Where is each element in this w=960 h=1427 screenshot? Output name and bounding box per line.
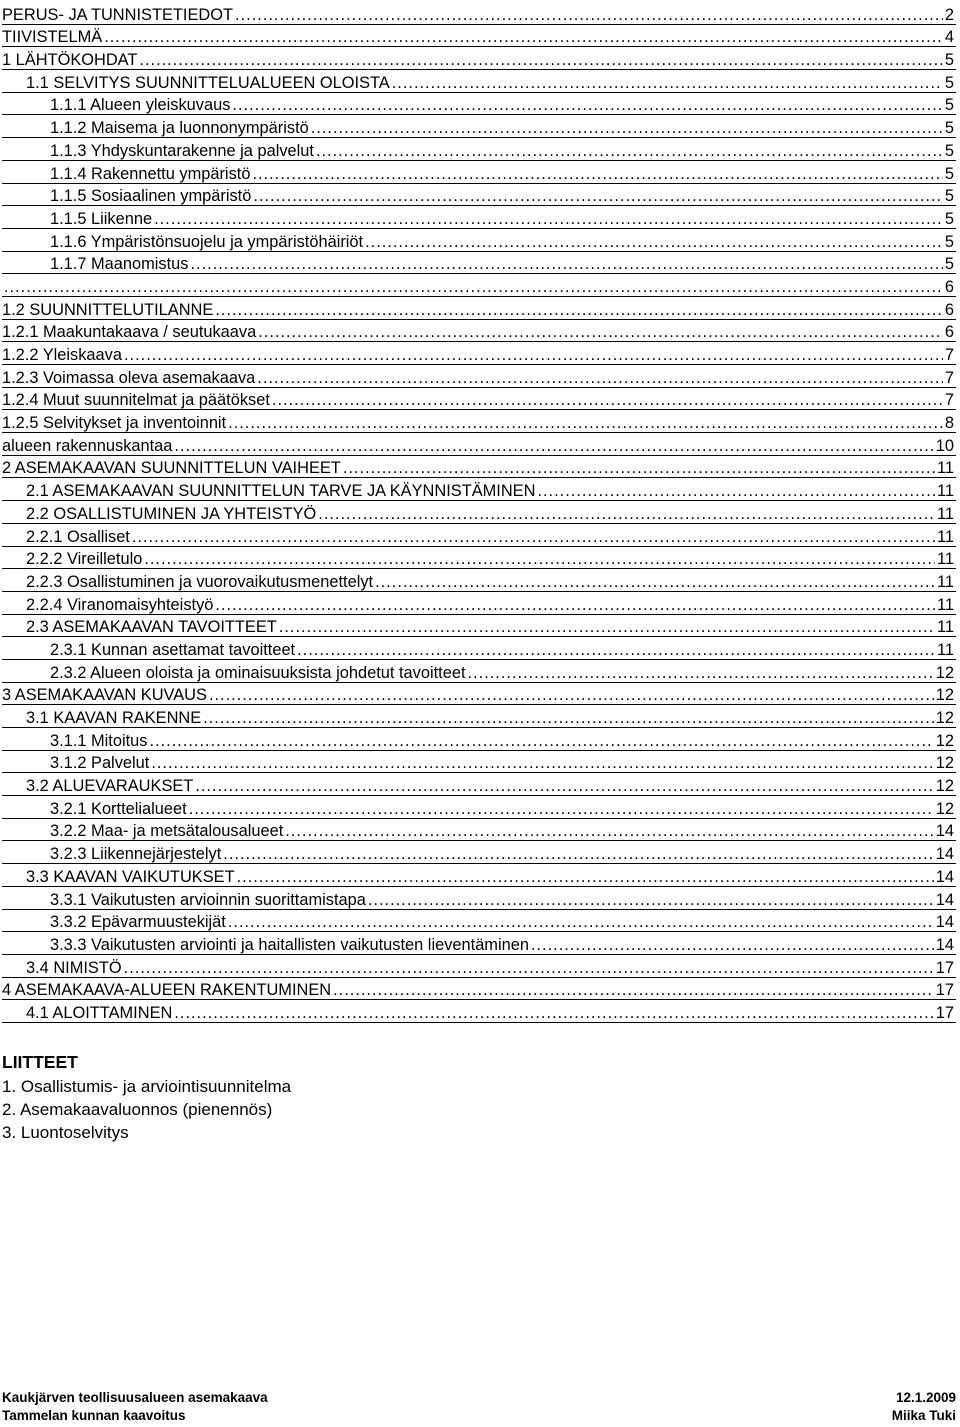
- toc-entry-title: 1.1.2 Maisema ja luonnonympäristö: [50, 119, 309, 138]
- toc-dot-leader: [316, 142, 943, 160]
- toc-dot-leader: [124, 959, 934, 977]
- toc-entry[interactable]: [2, 342, 956, 365]
- toc-entry[interactable]: [2, 637, 956, 660]
- toc-entry-page: 11: [936, 459, 954, 478]
- toc-dot-leader: [272, 391, 943, 409]
- toc-dot-leader: [203, 709, 934, 727]
- toc-dot-leader: [174, 1004, 933, 1022]
- toc-dot-leader: [228, 913, 934, 931]
- toc-entry[interactable]: [2, 70, 956, 93]
- toc-entry-page: 5: [944, 164, 954, 183]
- toc-entry-title: 2.3.1 Kunnan asettamat tavoitteet: [50, 640, 296, 659]
- page-footer: [2, 1389, 956, 1425]
- toc-entry-page: 14: [935, 890, 954, 909]
- toc-entry[interactable]: [2, 25, 956, 48]
- toc-entry-title: 1.2.1 Maakuntakaava / seutukaava: [2, 323, 257, 342]
- toc-entry-title: 3.3.1 Vaikutusten arvioinnin suorittamistapa: [50, 890, 366, 909]
- toc-entry-title: 2.3 ASEMAKAAVAN TAVOITTEET: [26, 618, 277, 637]
- toc-entry[interactable]: [2, 1000, 956, 1023]
- toc-dot-leader: [104, 28, 943, 46]
- toc-entry[interactable]: [2, 955, 956, 978]
- toc-entry-page: 6: [944, 323, 954, 342]
- toc-entry-page: 7: [944, 391, 954, 410]
- toc-entry-page: 14: [935, 867, 954, 886]
- toc-entry[interactable]: [2, 501, 956, 524]
- toc-entry-page: 4: [944, 28, 954, 47]
- toc-entry[interactable]: [2, 2, 956, 25]
- toc-entry-title: 1.2.4 Muut suunnitelmat ja päätökset: [2, 391, 270, 410]
- toc-dot-leader: [151, 754, 933, 772]
- toc-entry-page: 14: [935, 845, 954, 864]
- toc-dot-leader: [139, 51, 942, 69]
- toc-entry-title: 3.1.1 Mitoitus: [50, 731, 148, 750]
- toc-entry[interactable]: [2, 615, 956, 638]
- toc-entry-page: 12: [935, 754, 954, 773]
- toc-entry[interactable]: [2, 819, 956, 842]
- table-of-contents: [2, 2, 956, 1023]
- toc-entry[interactable]: [2, 660, 956, 683]
- toc-entry-page: 11: [936, 618, 954, 637]
- toc-dot-leader: [189, 800, 934, 818]
- toc-entry[interactable]: [2, 115, 956, 138]
- toc-dot-leader: [285, 822, 934, 840]
- toc-dot-leader: [537, 482, 935, 500]
- toc-entry[interactable]: [2, 320, 956, 343]
- toc-dot-leader: [531, 936, 934, 954]
- toc-entry-title: 3.3 KAAVAN VAIKUTUKSET: [26, 867, 235, 886]
- toc-dot-leader: [144, 550, 935, 568]
- toc-entry-title: 1.1.6 Ympäristönsuojelu ja ympäristöhäiriöt: [50, 232, 364, 251]
- toc-entry-page: 7: [944, 346, 954, 364]
- toc-dot-leader: [468, 664, 934, 682]
- attachments-section: [2, 1051, 291, 1144]
- toc-entry-page: 12: [935, 709, 954, 727]
- toc-entry[interactable]: [2, 229, 956, 252]
- toc-entry[interactable]: [2, 161, 956, 184]
- toc-entry-title: 2.3.2 Alueen oloista ja ominaisuuksista johdetut tavoitteet: [50, 663, 466, 682]
- toc-entry-page: 14: [935, 913, 954, 932]
- toc-entry-title: 1.1.1 Alueen yleiskuvaus: [50, 96, 231, 115]
- toc-entry-title: 2 ASEMAKAAVAN SUUNNITTELUN VAIHEET: [2, 459, 341, 478]
- toc-entry[interactable]: [2, 206, 956, 229]
- toc-entry-page: 11: [936, 640, 954, 659]
- attachment-item: 1. Osallistumis- ja arviointisuunnitelma: [2, 1077, 292, 1096]
- toc-entry[interactable]: [2, 773, 956, 796]
- toc-entry-page: 11: [936, 572, 954, 591]
- toc-entry[interactable]: [2, 365, 956, 388]
- toc-entry-page: 12: [935, 777, 954, 796]
- toc-entry-title: 1 LÄHTÖKOHDAT: [2, 51, 138, 70]
- toc-dot-leader: [333, 981, 934, 999]
- toc-entry[interactable]: [2, 138, 956, 161]
- toc-entry-title: alueen rakennuskantaa: [2, 436, 173, 455]
- toc-entry-title: 1.1.5 Liikenne: [50, 209, 153, 228]
- toc-entry[interactable]: [2, 297, 956, 320]
- toc-entry-title: PERUS- JA TUNNISTETIEDOT: [2, 5, 234, 24]
- toc-entry-page: 5: [944, 209, 954, 228]
- toc-entry-page: 12: [935, 663, 954, 682]
- toc-entry-page: 17: [935, 958, 954, 977]
- toc-entry-page: 10: [935, 436, 954, 455]
- toc-entry-title: 1.1 SELVITYS SUUNNITTELUALUEEN OLOISTA: [26, 73, 390, 92]
- toc-dot-leader: [343, 459, 935, 477]
- toc-entry-title: 1.1.3 Yhdyskuntarakenne ja palvelut: [50, 141, 314, 160]
- attachments-heading: LIITTEET: [2, 1052, 78, 1072]
- toc-entry[interactable]: [2, 93, 956, 116]
- toc-entry[interactable]: [2, 252, 956, 275]
- toc-entry[interactable]: [2, 841, 956, 864]
- toc-dot-leader: [4, 278, 943, 296]
- toc-entry-page: 5: [944, 187, 954, 206]
- toc-entry[interactable]: [2, 456, 956, 479]
- toc-entry-page: 7: [944, 368, 954, 387]
- toc-dot-leader: [311, 119, 943, 137]
- attachment-item: 3. Luontoselvitys: [2, 1123, 129, 1142]
- attachment-item: 2. Asemakaavaluonnos (pienennös): [2, 1100, 273, 1119]
- toc-entry[interactable]: [2, 751, 956, 774]
- toc-entry-title: 2.1 ASEMAKAAVAN SUUNNITTELUN TARVE JA KÄYNNISTÄMINEN: [26, 482, 536, 501]
- toc-entry-title: 2.2.1 Osalliset: [26, 527, 130, 546]
- toc-entry-title: 2.2.3 Osallistuminen ja vuorovaikutusmenettelyt: [26, 572, 374, 591]
- toc-dot-leader: [232, 96, 942, 114]
- toc-entry-title: 3.2 ALUEVARAUKSET: [26, 777, 194, 796]
- toc-entry-title: 3 ASEMAKAAVAN KUVAUS: [2, 686, 207, 705]
- toc-entry-page: 14: [935, 935, 954, 954]
- toc-entry-page: 5: [944, 232, 954, 251]
- toc-entry-page: 6: [944, 277, 954, 296]
- toc-entry[interactable]: [2, 887, 956, 910]
- toc-dot-leader: [190, 255, 942, 273]
- toc-dot-leader: [209, 686, 934, 704]
- toc-dot-leader: [174, 437, 933, 455]
- toc-entry-page: 5: [944, 255, 954, 274]
- toc-entry-page: 8: [944, 414, 954, 433]
- toc-dot-leader: [154, 210, 943, 228]
- toc-dot-leader: [257, 369, 943, 387]
- toc-dot-leader: [375, 573, 935, 591]
- toc-entry[interactable]: [2, 910, 956, 933]
- toc-entry-title: 2.2.2 Vireilletulo: [26, 550, 143, 569]
- toc-entry[interactable]: [2, 184, 956, 207]
- toc-entry[interactable]: [2, 796, 956, 819]
- toc-dot-leader: [132, 528, 935, 546]
- footer-organization: Tammelan kunnan kaavoitus: [2, 1408, 186, 1423]
- toc-entry-title: 3.2.2 Maa- ja metsätalousalueet: [50, 822, 284, 841]
- toc-entry-title: 3.4 NIMISTÖ: [26, 958, 122, 977]
- toc-entry-page: 17: [935, 1003, 954, 1022]
- toc-entry-page: 17: [935, 981, 954, 1000]
- toc-entry[interactable]: [2, 683, 956, 706]
- toc-dot-leader: [368, 891, 934, 909]
- toc-dot-leader: [297, 641, 935, 659]
- toc-entry[interactable]: [2, 524, 956, 547]
- toc-entry-page: 11: [936, 550, 954, 569]
- toc-dot-leader: [392, 74, 943, 92]
- toc-dot-leader: [279, 618, 935, 636]
- toc-entry-title: 1.1.4 Rakennettu ympäristö: [50, 164, 251, 183]
- toc-entry[interactable]: [2, 932, 956, 955]
- toc-entry[interactable]: [2, 864, 956, 887]
- toc-entry-page: 11: [936, 504, 954, 523]
- toc-entry-title: 4.1 ALOITTAMINEN: [26, 1003, 173, 1022]
- toc-dot-leader: [149, 732, 933, 750]
- toc-entry-title: 1.2.5 Selvitykset ja inventoinnit: [2, 414, 227, 433]
- toc-entry-page: 14: [935, 822, 954, 841]
- toc-dot-leader: [215, 301, 943, 319]
- toc-dot-leader: [252, 165, 942, 183]
- toc-entry[interactable]: [2, 728, 956, 751]
- toc-entry[interactable]: [2, 274, 956, 297]
- toc-entry[interactable]: [2, 592, 956, 615]
- toc-entry[interactable]: [2, 433, 956, 456]
- toc-entry-page: 5: [944, 141, 954, 160]
- toc-dot-leader: [195, 777, 933, 795]
- toc-entry[interactable]: [2, 978, 956, 1001]
- footer-document-title: Kaukjärven teollisuusalueen asemakaava: [2, 1390, 268, 1405]
- toc-dot-leader: [223, 845, 933, 863]
- toc-dot-leader: [258, 323, 943, 341]
- toc-entry-title: 2.2 OSALLISTUMINEN JA YHTEISTYÖ: [26, 504, 317, 523]
- footer-date: 12.1.2009: [895, 1390, 956, 1405]
- toc-dot-leader: [253, 187, 943, 205]
- toc-entry[interactable]: [2, 569, 956, 592]
- toc-entry-title: 4 ASEMAKAAVA-ALUEEN RAKENTUMINEN: [2, 981, 332, 1000]
- toc-dot-leader: [228, 414, 943, 432]
- toc-entry-title: 1.2 SUUNNITTELUTILANNE: [2, 300, 214, 319]
- toc-entry-page: 11: [936, 482, 954, 501]
- toc-entry-title: 3.1 KAAVAN RAKENNE: [26, 709, 202, 727]
- toc-entry-title: 3.3.3 Vaikutusten arviointi ja haitallisten vaikutusten lieventäminen: [50, 935, 529, 954]
- toc-dot-leader: [124, 346, 943, 364]
- toc-entry[interactable]: [2, 388, 956, 411]
- toc-entry[interactable]: [2, 410, 956, 433]
- toc-entry-page: 5: [944, 51, 954, 70]
- toc-entry-title: 1.2.3 Voimassa oleva asemakaava: [2, 368, 256, 387]
- toc-dot-leader: [365, 233, 943, 251]
- toc-entry-page: 6: [944, 300, 954, 319]
- toc-entry-title: 2.2.4 Viranomaisyhteistyö: [26, 595, 214, 614]
- toc-entry[interactable]: [2, 547, 956, 570]
- toc-entry-title: 1.1.5 Sosiaalinen ympäristö: [50, 187, 252, 206]
- toc-entry-page: 12: [935, 686, 954, 705]
- toc-entry-title: 3.2.1 Korttelialueet: [50, 799, 187, 818]
- toc-dot-leader: [318, 505, 935, 523]
- toc-dot-leader: [215, 596, 935, 614]
- toc-entry-page: 11: [936, 595, 954, 614]
- toc-entry-title: 1.1.7 Maanomistus: [50, 255, 189, 274]
- toc-entry[interactable]: [2, 478, 956, 501]
- footer-author: Miika Tuki: [891, 1408, 956, 1423]
- toc-entry[interactable]: [2, 705, 956, 728]
- toc-dot-leader: [235, 6, 943, 24]
- toc-entry-title: TIIVISTELMÄ: [2, 28, 103, 47]
- toc-entry-page: 5: [944, 119, 954, 138]
- toc-entry-page: 11: [936, 527, 954, 546]
- toc-entry-page: 12: [935, 799, 954, 818]
- toc-entry-page: 12: [935, 731, 954, 750]
- toc-entry-title: 3.3.2 Epävarmuustekijät: [50, 913, 226, 932]
- toc-entry[interactable]: [2, 47, 956, 70]
- toc-entry-page: 5: [944, 73, 954, 92]
- toc-entry-title: 3.2.3 Liikennejärjestelyt: [50, 845, 222, 864]
- toc-entry-page: 2: [944, 5, 954, 24]
- toc-entry-page: 5: [944, 96, 954, 115]
- toc-dot-leader: [237, 868, 934, 886]
- toc-entry-title: 3.1.2 Palvelut: [50, 754, 150, 773]
- toc-entry-title: 1.2.2 Yleiskaava: [2, 346, 122, 364]
